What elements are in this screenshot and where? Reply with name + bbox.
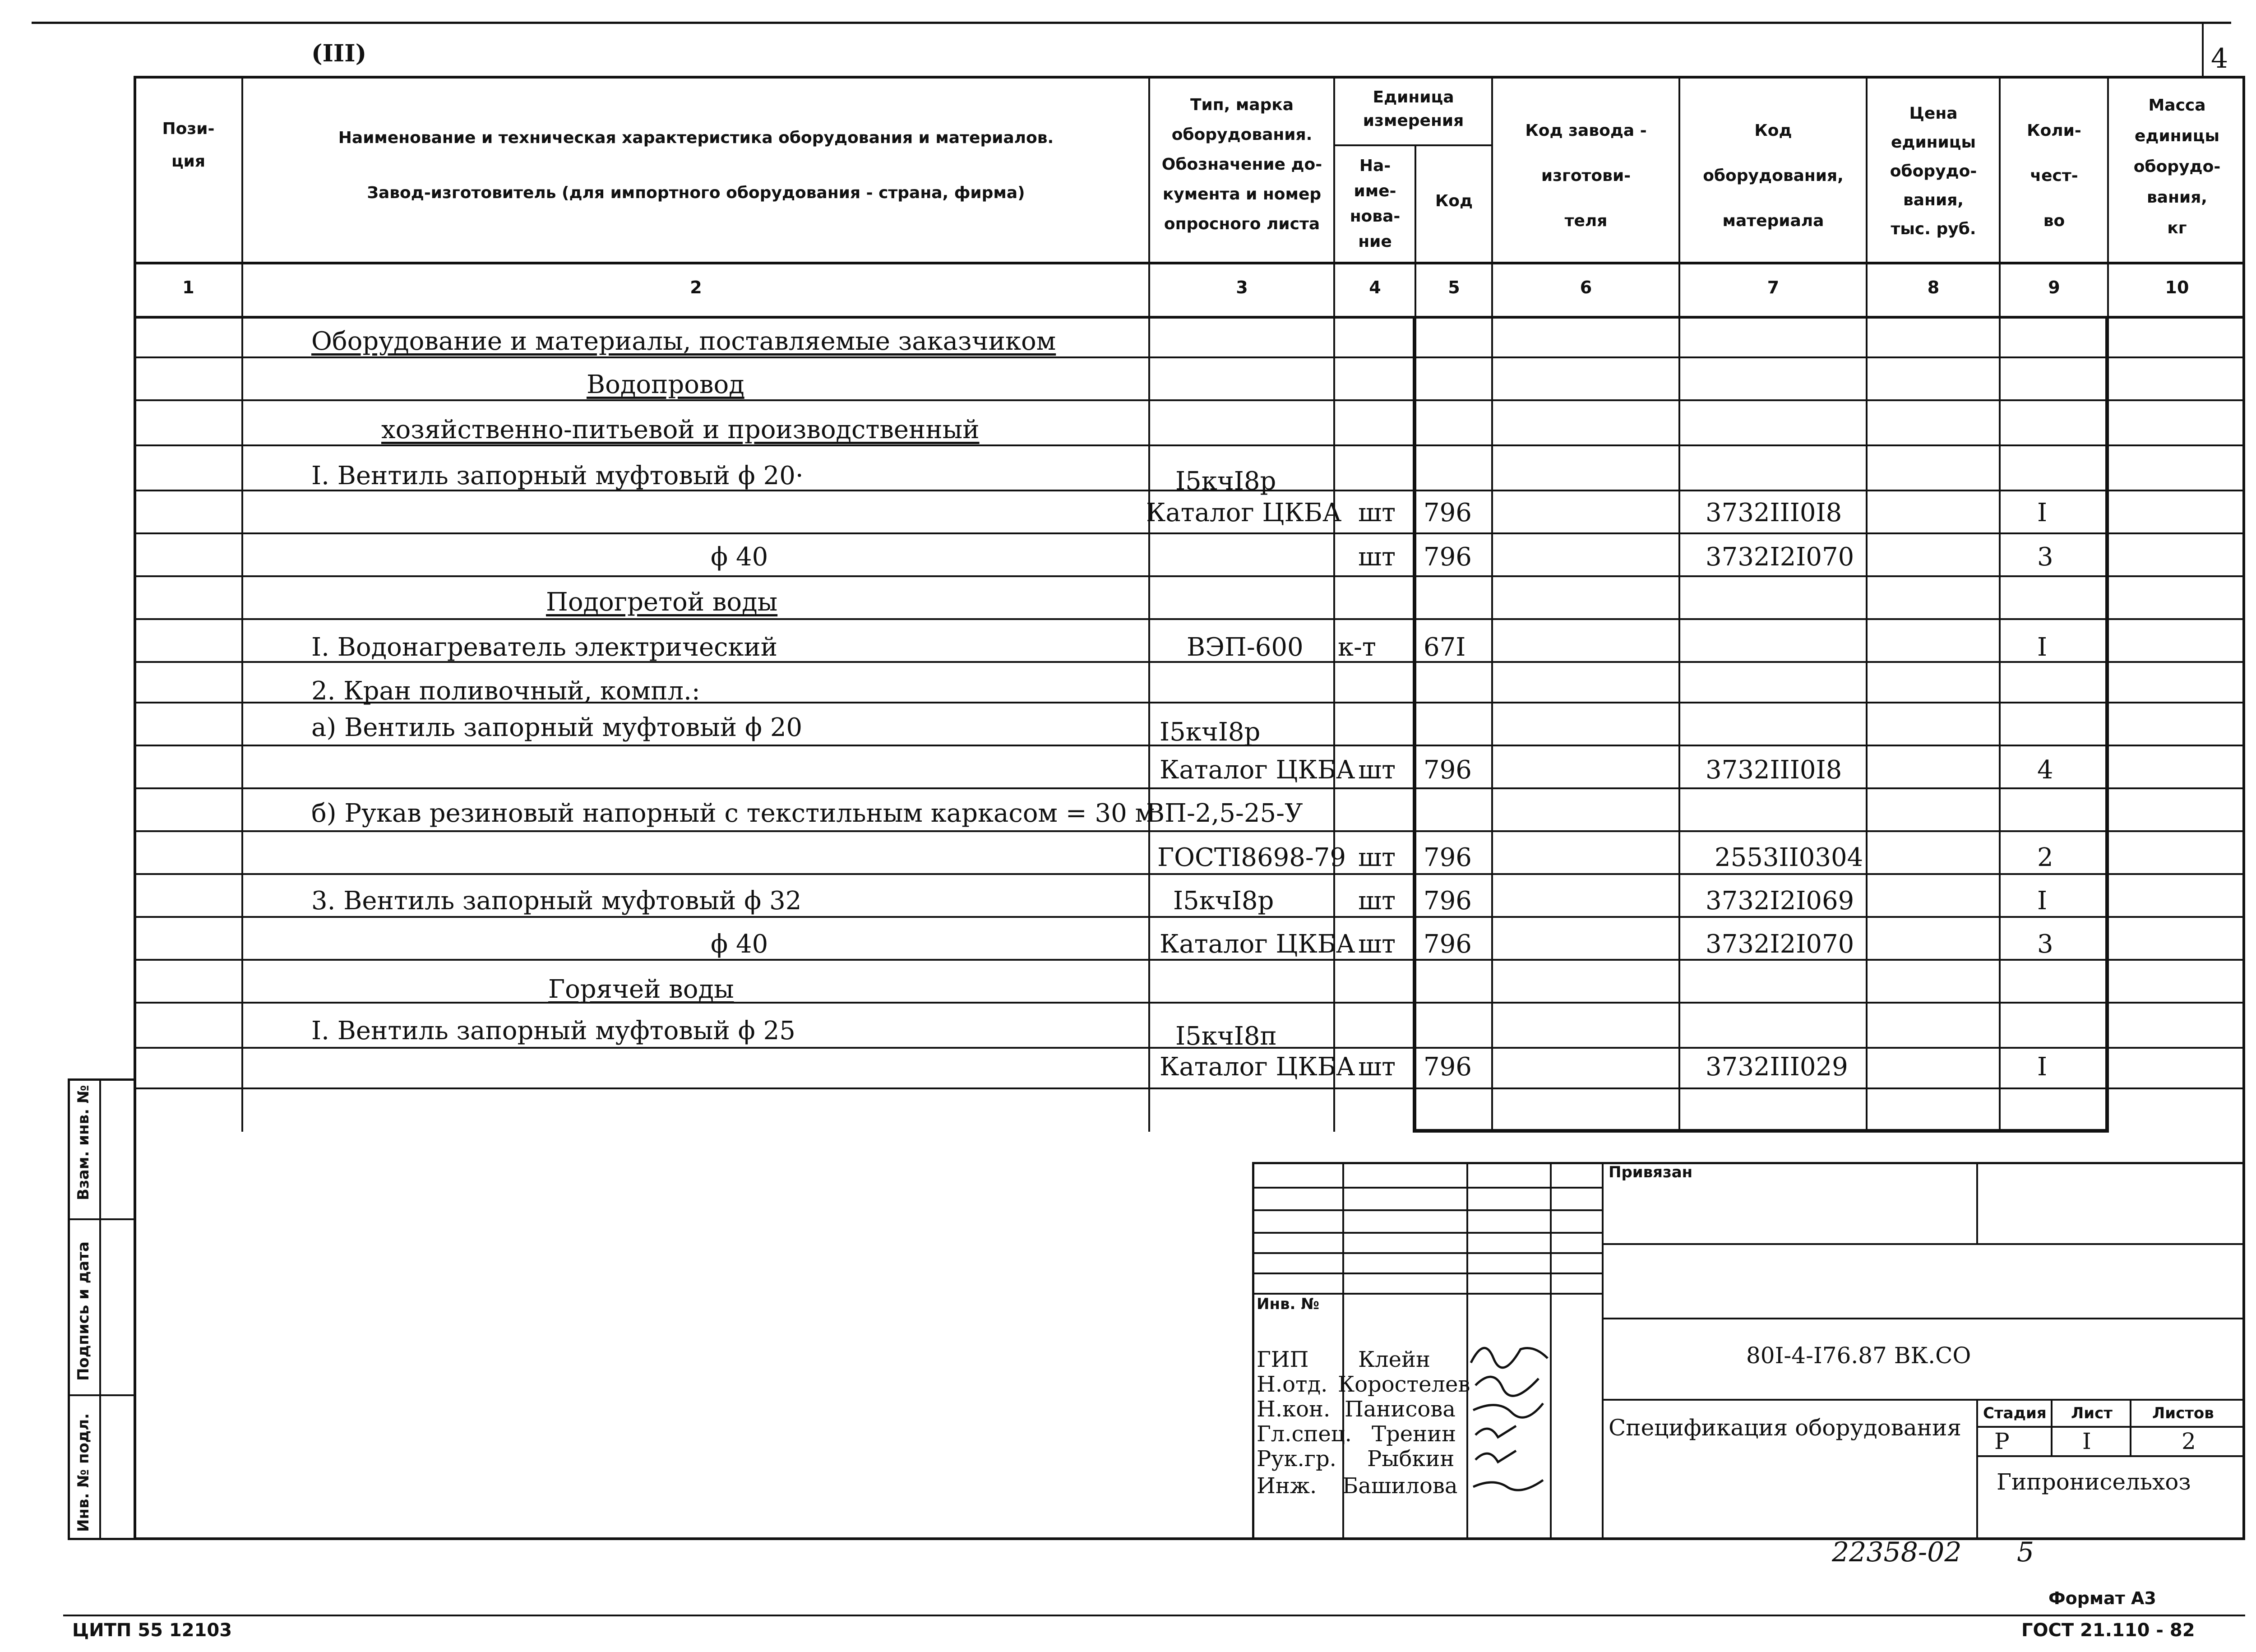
row-name: I. Вентиль запорный муфтовый ϕ 25 — [311, 1016, 795, 1046]
bottom-left-code: ЦИТП 55 12103 — [72, 1620, 232, 1641]
staff-name: Башилова — [1342, 1473, 1458, 1499]
colnum-8: 8 — [1927, 278, 1940, 297]
row-type: Каталог ЦКБА — [1160, 755, 1355, 785]
row-code: 67I — [1424, 633, 1466, 662]
staff-name: Тренин — [1372, 1421, 1456, 1447]
row-separator — [134, 787, 2245, 789]
row-name: 3. Вентиль запорный муфтовый ϕ 32 — [311, 886, 802, 916]
row-code: 796 — [1424, 1052, 1472, 1082]
row-mat: 3732III0I8 — [1706, 755, 1842, 785]
inv-no-label: Инв. № — [1257, 1295, 1320, 1313]
row-name: б) Рукав резиновый напорный с текстильным каркасом = 30 м — [311, 799, 1155, 828]
hdr-c7: Код оборудования, материала — [1703, 121, 1844, 230]
handwritten-code: 22358-02 — [1832, 1536, 1962, 1568]
row-qty: I — [2037, 633, 2048, 662]
row-name: I. Вентиль запорный муфтовый ϕ 20· — [311, 461, 804, 491]
hdr-c45: Единица измерения — [1363, 88, 1464, 130]
row-separator — [134, 575, 2245, 577]
row-type: Каталог ЦКБА — [1160, 1052, 1355, 1082]
row-name: ϕ 40 — [711, 542, 768, 572]
doc-title: Спецификация оборудования — [1609, 1415, 1961, 1441]
hdr-c4: На- име- нова- ние — [1350, 157, 1401, 251]
row-qty: 3 — [2037, 930, 2053, 959]
privyazan-label: Привязан — [1609, 1163, 1693, 1181]
row-type: Каталог ЦКБА — [1160, 930, 1355, 959]
staff-role: ГИП — [1257, 1347, 1309, 1372]
top-border — [32, 22, 2231, 24]
row-unit: шт — [1358, 886, 1396, 916]
row-code: 796 — [1424, 843, 1472, 872]
row-unit: шт — [1358, 843, 1396, 872]
doc-code: 80I-4-I76.87 ВК.СО — [1746, 1342, 1971, 1369]
org-name: Гипронисельхоз — [1997, 1469, 2191, 1495]
row-qty: 4 — [2037, 755, 2053, 785]
row-name: ϕ 40 — [711, 930, 768, 959]
row-code: 796 — [1424, 755, 1472, 785]
row-name: хозяйственно-питьевой и производственный — [381, 415, 980, 444]
staff-name: Коростелев — [1338, 1372, 1470, 1397]
row-type: I5кчI8р — [1160, 717, 1261, 747]
row-qty: 3 — [2037, 542, 2053, 572]
staff-role: Инж. — [1257, 1473, 1317, 1499]
colnum-9: 9 — [2048, 278, 2060, 297]
sheet-number: 4 — [2211, 43, 2228, 74]
colnum-5: 5 — [1448, 278, 1460, 297]
hdr-c1: Пози- ция — [162, 120, 215, 171]
row-name: 2. Кран поливочный, компл.: — [311, 676, 700, 706]
row-separator — [134, 532, 2245, 534]
row-mat: 2553II0304 — [1715, 843, 1863, 872]
stage-label: Стадия — [1983, 1404, 2047, 1422]
row-unit: шт — [1358, 755, 1396, 785]
row-name: Горячей воды — [548, 975, 734, 1004]
colnum-1: 1 — [182, 278, 194, 297]
row-mat: 3732I2I070 — [1706, 930, 1854, 959]
hdr-c6: Код завода - изготови- теля — [1525, 121, 1647, 230]
colnum-7: 7 — [1767, 278, 1780, 297]
row-qty: I — [2037, 498, 2048, 528]
row-separator — [134, 830, 2245, 832]
row-separator — [134, 1002, 2245, 1004]
row-separator — [134, 618, 2245, 620]
sheets-label: Листов — [2152, 1404, 2214, 1422]
row-code: 796 — [1424, 886, 1472, 916]
hdr-c5: Код — [1435, 192, 1473, 210]
row-unit: к-т — [1338, 633, 1376, 662]
row-type: I5кчI8п — [1175, 1022, 1277, 1051]
row-mat: 3732I2I070 — [1706, 542, 1854, 572]
row-unit: шт — [1358, 542, 1396, 572]
vzam-inv-label: Взам. инв. № — [74, 1085, 92, 1200]
staff-role: Н.отд. — [1257, 1372, 1328, 1397]
row-name: I. Водонагреватель электрический — [311, 633, 778, 662]
staff-role: Рук.гр. — [1257, 1446, 1336, 1472]
sheets-value: 2 — [2182, 1428, 2196, 1454]
row-unit: шт — [1358, 1052, 1396, 1082]
hdr-c3: Тип, марка оборудования. Обозначение до- кумента и номер опросного листа — [1161, 96, 1322, 233]
hdr-c9: Коли- чест- во — [2027, 121, 2081, 230]
sheet-label: Лист — [2071, 1404, 2113, 1422]
colnum-10: 10 — [2165, 278, 2189, 297]
row-mat: 3732III0I8 — [1706, 498, 1842, 528]
row-separator — [134, 1087, 2245, 1089]
hdr-c10: Масса единицы оборудо- вания, кг — [2133, 96, 2221, 237]
row-name: Подогретой воды — [546, 588, 778, 617]
colnum-4: 4 — [1369, 278, 1381, 297]
row-type: ВП-2,5-25-У — [1146, 799, 1303, 828]
colnum-3: 3 — [1236, 278, 1248, 297]
stage-value: Р — [1994, 1428, 2010, 1454]
row-code: 796 — [1424, 930, 1472, 959]
row-type: ГОСТI8698-79 — [1157, 843, 1346, 872]
staff-name: Клейн — [1358, 1347, 1431, 1372]
row-name: а) Вентиль запорный муфтовый ϕ 20 — [311, 713, 803, 742]
format-label: Формат А3 — [2048, 1588, 2156, 1608]
hdr-c8: Цена единицы оборудо- вания, тыс. руб. — [1890, 104, 1977, 238]
handwritten-page: 5 — [2017, 1536, 2034, 1568]
staff-name: Рыбкин — [1367, 1446, 1455, 1472]
staff-role: Гл.спец. — [1257, 1421, 1352, 1447]
colnum-2: 2 — [690, 278, 702, 297]
row-type: Каталог ЦКБА — [1146, 498, 1342, 528]
row-name: Водопровод — [587, 370, 744, 399]
roman-mark: (III) — [311, 40, 367, 67]
gost-label: ГОСТ 21.110 - 82 — [2021, 1620, 2195, 1641]
signatures — [1466, 1336, 1557, 1516]
row-qty: 2 — [2037, 843, 2053, 872]
colnum-6: 6 — [1580, 278, 1592, 297]
row-name: Оборудование и материалы, поставляемые заказчиком — [311, 327, 1056, 356]
row-code: 796 — [1424, 498, 1472, 528]
staff-name: Панисова — [1345, 1397, 1456, 1422]
row-mat: 3732I2I069 — [1706, 886, 1854, 916]
sheet-no-box-left — [2202, 22, 2204, 78]
row-unit: шт — [1358, 930, 1396, 959]
row-qty: I — [2037, 1052, 2048, 1082]
row-type: ВЭП-600 — [1187, 633, 1304, 662]
staff-role: Н.кон. — [1257, 1397, 1331, 1422]
row-type: I5кчI8р — [1173, 886, 1274, 916]
sheet-value: I — [2082, 1428, 2091, 1454]
hdr-c2: Наименование и техническая характеристика оборудования и материалов. Завод-изготовитель (для импортного оборудования - страна, фирма) — [338, 129, 1054, 202]
row-type: I5кчI8р — [1175, 467, 1276, 496]
row-separator — [134, 399, 2245, 401]
row-mat: 3732III029 — [1706, 1052, 1848, 1082]
podpis-label: Подпись и дата — [74, 1241, 92, 1381]
row-qty: I — [2037, 886, 2048, 916]
inv-podl-label: Инв. № подл. — [74, 1413, 92, 1532]
row-code: 796 — [1424, 542, 1472, 572]
row-unit: шт — [1358, 498, 1396, 528]
